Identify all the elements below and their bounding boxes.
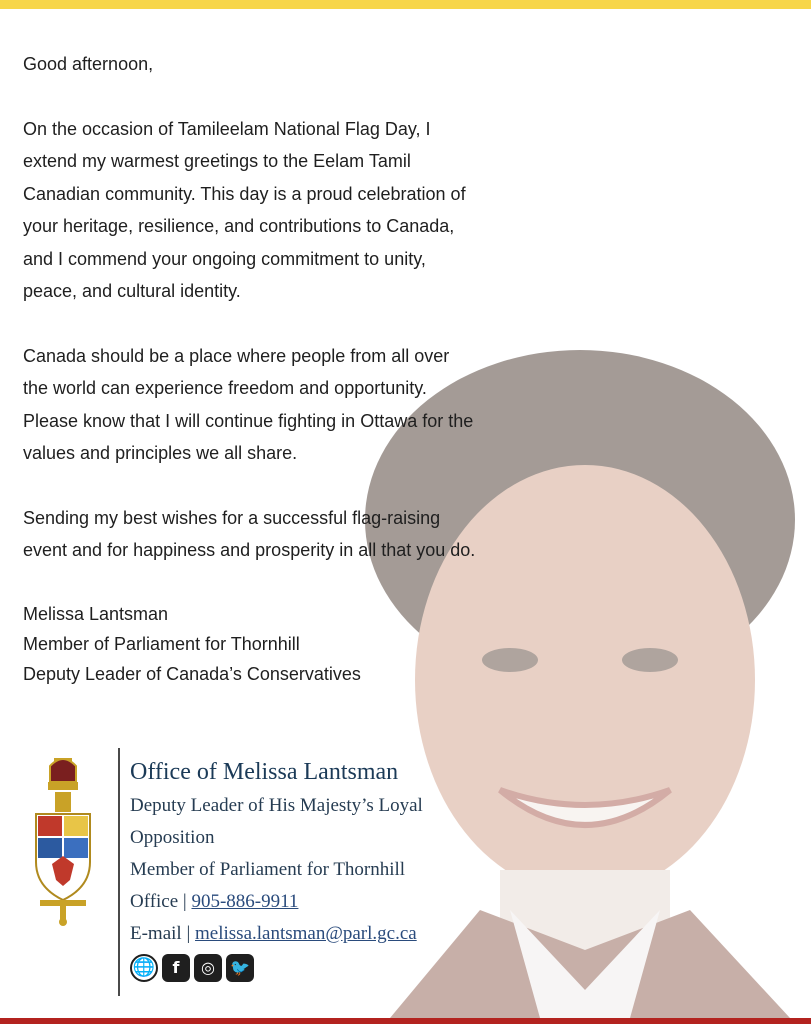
globe-icon[interactable]: 🌐 bbox=[130, 954, 158, 982]
office-title: Office of Melissa Lantsman bbox=[130, 759, 399, 785]
bottom-accent-bar bbox=[0, 1018, 811, 1024]
social-icons bbox=[130, 954, 423, 982]
divider-line bbox=[118, 748, 120, 996]
top-accent-bar bbox=[0, 0, 811, 9]
twitter-icon[interactable]: 🐦 bbox=[226, 954, 254, 982]
office-email-row bbox=[130, 918, 423, 950]
letter-body bbox=[23, 48, 583, 689]
phone-link[interactable]: 905-886-9911 bbox=[191, 891, 299, 912]
office-role-line-2: Opposition bbox=[130, 827, 215, 848]
signature-role-1: Member of Parliament for Thornhill bbox=[23, 633, 300, 654]
coat-of-arms-icon bbox=[32, 752, 94, 927]
office-signature bbox=[32, 748, 572, 998]
signature-block bbox=[23, 599, 583, 689]
paragraph-2: Canada should be a place where people from all over the world can experience freedom and opportunity. Please know that I will continue fighting in Ottawa for the values and principles we all share. bbox=[23, 345, 474, 463]
office-phone-row bbox=[130, 886, 423, 918]
email-link[interactable]: melissa.lantsman@parl.gc.ca bbox=[195, 923, 417, 944]
paragraph-3: Sending my best wishes for a successful flag-raising event and for happiness and prosperity in all that you do. bbox=[23, 507, 476, 560]
phone-label: Office | bbox=[130, 891, 187, 912]
email-label: E-mail | bbox=[130, 923, 191, 944]
instagram-icon[interactable]: ◎ bbox=[194, 954, 222, 982]
signature-role-2: Deputy Leader of Canada’s Conservatives bbox=[23, 663, 361, 684]
office-info bbox=[130, 754, 423, 982]
paragraph-1: On the occasion of Tamileelam National Flag Day, I extend my warmest greetings to the Eelam Tamil Canadian community. This day is a proud celebration of your heritage, resilience, and contributions to Canada, and I commend your ongoing commitment to unity, peace, and cultural identity. bbox=[23, 118, 466, 301]
greeting-text: Good afternoon, bbox=[23, 54, 154, 74]
office-role-line-3: Member of Parliament for Thornhill bbox=[130, 859, 406, 880]
facebook-icon[interactable]: f bbox=[162, 954, 190, 982]
office-role-line-1: Deputy Leader of His Majesty’s Loyal bbox=[130, 795, 423, 816]
signature-name: Melissa Lantsman bbox=[23, 603, 169, 624]
